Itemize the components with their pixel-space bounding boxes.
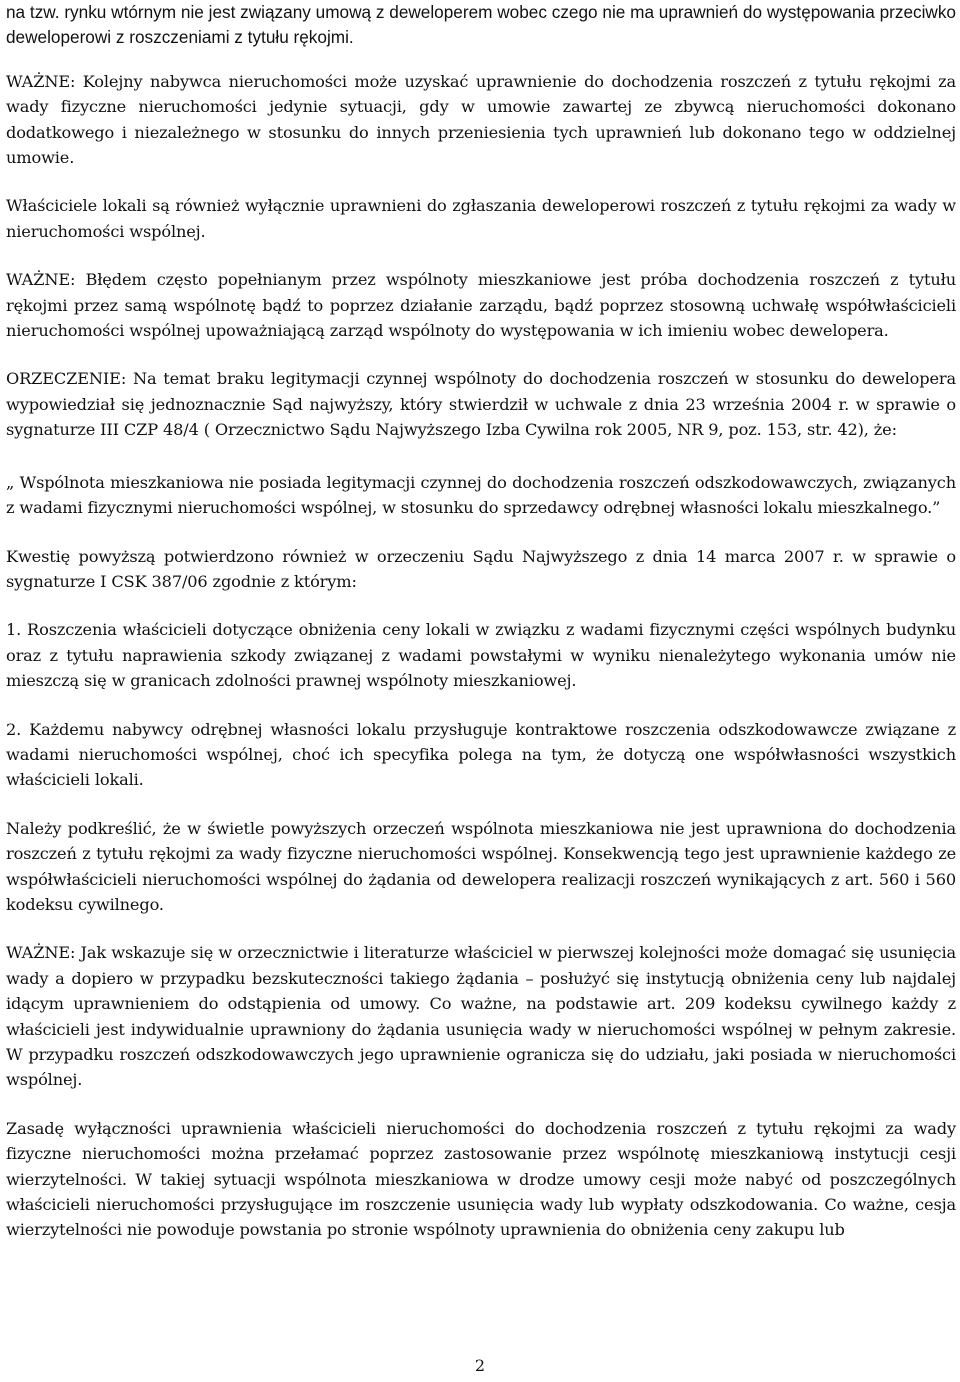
quotation: „ Wspólnota mieszkaniowa nie posiada legitymacji czynnej do dochodzenia roszczeń odszkodowawczych, związanych z wadami fizycznymi nieruchomości wspólnej, w stosunku do sprzedawcy odrębnej własności lokalu mieszkalnego.”: [6, 472, 956, 518]
paragraph-spacer: [6, 170, 956, 193]
paragraph-wazne-bledem: WAŻNE: Błędem często popełnianym przez wspólnoty mieszkaniowe jest próba dochodzenia roszczeń z tytułu rękojmi przez samą wspólnotę bądź to poprzez działanie zarządu, bądź poprzez stosowną uchwałę współwłaścicieli nieruchomości wspólnej upoważniającą zarząd wspólnoty do występowania w ich imieniu wobec dewelopera.: [6, 270, 956, 341]
paragraph-continuation: na tzw. rynku wtórnym nie jest związany umową z deweloperem wobec czego nie ma uprawnień do występowania przeciwko deweloperowi z roszczeniami z tytułu rękojmi.: [6, 2, 956, 48]
list-item-2: 2. Każdemu nabywcy odrębnej własności lokalu przysługuje kontraktowe roszczenia odszkodowawcze związane z wadami nieruchomości wspólnej, choć ich specyfika polega na tym, że dotyczą one współwłasności wszystkich właścicieli lokali.: [6, 719, 956, 790]
paragraph-nalezy-podkreslic: Należy podkreślić, że w świetle powyższych orzeczeń wspólnota mieszkaniowa nie jest uprawniona do dochodzenia roszczeń z tytułu rękojmi za wady fizyczne nieruchomości wspólnej. Konsekwencją tego jest uprawnienie każdego ze współwłaścicieli nieruchomości wspólnej do żądania od dewelopera realizacji roszczeń wynikających z art. 560 i 560 kodeksu cywilnego.: [6, 818, 956, 914]
document-page: [6, 0, 956, 1382]
paragraph-spacer: [6, 343, 956, 366]
page-number: 2: [474, 1356, 486, 1375]
paragraph-spacer: [6, 793, 956, 816]
paragraph-spacer: [6, 1093, 956, 1116]
paragraph-spacer: [6, 917, 956, 940]
paragraph-wazne-jak-wskazuje: WAŻNE: Jak wskazuje się w orzecznictwie i literaturze właściciel w pierwszej kolejności może domagać się usunięcia wady a dopiero w przypadku bezskuteczności takiego żądania – posłużyć się instytucją obniżenia ceny lub najdalej idącym uprawnieniem do odstąpienia od umowy. Co ważne, na podstawie art. 209 kodeksu cywilnego każdy z właścicieli jest indywidualnie uprawniony do żądania usunięcia wady w nieruchomości wspólnej w pełnym zakresie. W przypadku roszczeń odszkodowawczych jego uprawnienie ogranicza się do udziału, jaki posiada w nieruchomości wspólnej.: [6, 943, 956, 1090]
paragraph-kwestie: Kwestię powyższą potwierdzono również w orzeczeniu Sądu Najwyższego z dnia 14 marca 2007 r. w sprawie o sygnaturze I CSK 387/06 zgodnie z którym:: [6, 546, 956, 591]
paragraph-spacer: [6, 51, 956, 69]
list-item-1: 1. Roszczenia właścicieli dotyczące obniżenia ceny lokali w związku z wadami fizycznymi części wspólnych budynku oraz z tytułu naprawienia szkody związanej z wadami powstałymi w wyniku nienależytego wykonania umów nie mieszczą się w granicach zdolności prawnej wspólnoty mieszkaniowej.: [6, 620, 956, 691]
paragraph-spacer: [6, 594, 956, 617]
paragraph-spacer: [6, 521, 956, 544]
paragraph-wlasciciele-lokali: Właściciele lokali są również wyłącznie uprawnieni do zgłaszania deweloperowi roszczeń z tytułu rękojmi za wady w nieruchomości wspólnej.: [6, 196, 956, 241]
paragraph-zasade-wylacznosci: Zasadę wyłączności uprawnienia właścicieli nieruchomości do dochodzenia roszczeń z tytułu rękojmi za wady fizyczne nieruchomości można przełamać poprzez zastosowanie przez wspólnotę mieszkaniową instytucji cesji wierzytelności. W takiej sytuacji wspólnota mieszkaniowa w drodze umowy cesji może nabyć od poszczególnych właścicieli nieruchomości przysługujące im roszczenie usunięcia wady lub wypłaty odszkodowania. Co ważne, cesja wierzytelności nie powoduje powstania po stronie wspólnoty uprawnienia do obniżenia ceny zakupu lub: [6, 1118, 956, 1240]
paragraph-spacer: [6, 244, 956, 267]
paragraph-spacer: [6, 694, 956, 717]
paragraph-orzeczenie: ORZECZENIE: Na temat braku legitymacji czynnej wspólnoty do dochodzenia roszczeń w stosunku do dewelopera wypowiedział się jednoznacznie Sąd najwyższy, który stwierdził w uchwale z dnia 23 września 2004 r. w sprawie o sygnaturze III CZP 48/4 ( Orzecznictwo Sądu Najwyższego Izba Cywilna rok 2005, NR 9, poz. 153, str. 42), że:: [6, 369, 956, 440]
paragraph-wazne-kolejny-nabywca: WAŻNE: Kolejny nabywca nieruchomości może uzyskać uprawnienie do dochodzenia roszczeń z tytułu rękojmi za wady fizyczne nieruchomości jedynie sytuacji, gdy w umowie zawartej ze zbywcą nieruchomości dokonano dodatkowego i niezależnego w stosunku do innych przeniesienia tych uprawnień lub dokonano tego w oddzielnej umowie.: [6, 71, 956, 168]
paragraph-spacer: [6, 443, 956, 470]
